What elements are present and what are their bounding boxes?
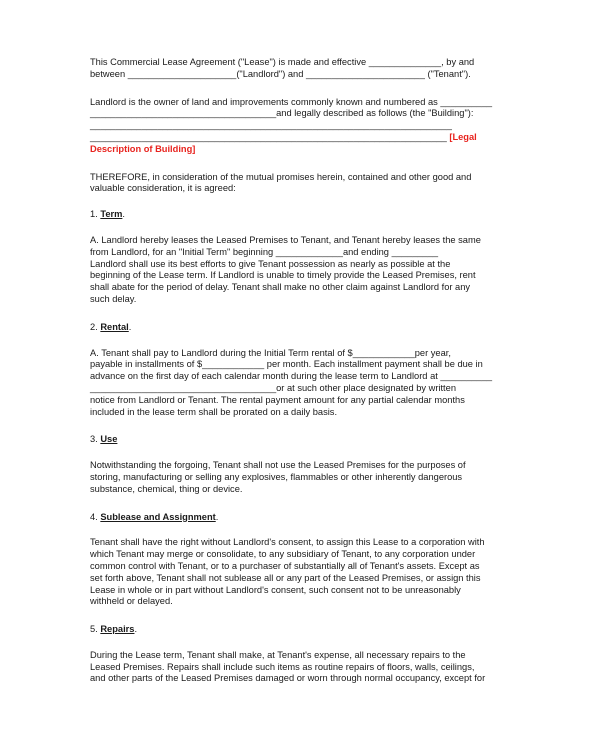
section-body-rental <box>90 348 510 419</box>
landlord-line-1: Landlord is the owner of land and improvements commonly known and numbered as __________ <box>90 96 493 107</box>
section-suffix: . <box>122 209 125 220</box>
section-line: substance, chemical, thing or device. <box>90 483 243 494</box>
section-heading-rental <box>90 322 510 334</box>
section-line: payable in installments of $____________ per month. Each installment payment shall be due in <box>90 359 483 370</box>
section-line: set forth above, Tenant shall not sublease all or any part of the Leased Premises, or assign this <box>90 572 481 583</box>
section-line: Notwithstanding the forgoing, Tenant shall not use the Leased Premises for the purposes of <box>90 460 466 471</box>
landlord-line-3: ______________________________________________________________________ <box>90 120 452 131</box>
legal-description-placeholder-2: Description of Building] <box>90 143 196 154</box>
section-line: Tenant shall have the right without Landlord's consent, to assign this Lease to a corporation with <box>90 537 485 548</box>
landlord-line-4 <box>90 132 510 144</box>
section-line: and other parts of the Leased Premises damaged or worn through normal occupancy, except for <box>90 673 486 684</box>
section-line: which Tenant may merge or consolidate, to any subsidiary of Tenant, to any corporation under <box>90 549 476 560</box>
section-line: common control with Tenant, or to a purchaser of substantially all of Tenant's assets. Except as <box>90 560 480 571</box>
section-body-use <box>90 460 510 495</box>
section-title: Repairs <box>100 624 135 635</box>
landlord-line-2: ____________________________________and legally described as follows (the "Building"): <box>90 108 474 119</box>
therefore-paragraph <box>90 172 510 196</box>
section-line: Landlord shall use its best efforts to give Tenant possession as nearly as possible at the <box>90 258 451 269</box>
section-line: Leased Premises. Repairs shall include such items as routine repairs of floors, walls, ceilings, <box>90 661 475 672</box>
section-number: 5. <box>90 624 101 635</box>
section-line: beginning of the Lease term. If Landlord is unable to timely provide the Leased Premises, rent <box>90 270 476 281</box>
section-line: included in the lease term shall be prorated on a daily basis. <box>90 406 338 417</box>
section-line: withheld or delayed. <box>90 596 173 607</box>
section-suffix: . <box>134 624 138 635</box>
landlord-paragraph <box>90 97 510 156</box>
section-line: from Landlord, for an "Initial Term" beginning _____________and ending _________ <box>90 246 439 257</box>
section-line: During the Lease term, Tenant shall make, at Tenant's expense, all necessary repairs to the <box>90 649 466 660</box>
section-suffix: . <box>215 511 219 522</box>
section-line: advance on the first day of each calendar month during the lease term to Landlord at __________ <box>90 371 493 382</box>
section-heading-sublease <box>90 512 510 524</box>
section-body-term <box>90 235 510 306</box>
intro-line-2: between _____________________("Landlord") and _______________________ ("Tenant"). <box>90 68 471 79</box>
legal-description-placeholder-1: [Legal <box>449 131 477 142</box>
therefore-line-2: valuable consideration, it is agreed: <box>90 183 236 194</box>
section-body-repairs <box>90 650 510 685</box>
section-title: Rental <box>100 321 129 332</box>
section-suffix: . <box>128 321 132 332</box>
section-number: 1. <box>90 209 101 220</box>
section-number: 4. <box>90 511 101 522</box>
section-title: Sublease and Assignment <box>100 511 216 522</box>
section-line: storing, manufacturing or selling any explosives, flammables or other inherently dangerous <box>90 471 463 482</box>
intro-line-1: This Commercial Lease Agreement ("Lease") is made and effective ______________, by and <box>90 57 475 67</box>
section-line: shall abate for the period of delay. Tenant shall make no other claim against Landlord for any <box>90 282 471 293</box>
therefore-line-1: THEREFORE, in consideration of the mutual promises herein, contained and other good and <box>90 171 472 182</box>
section-heading-repairs <box>90 624 510 636</box>
section-heading-term <box>90 209 510 221</box>
section-number: 2. <box>90 321 101 332</box>
section-line: Lease in whole or in part without Landlord's consent, such consent not to be unreasonably <box>90 584 461 595</box>
section-heading-use <box>90 434 510 446</box>
intro-paragraph <box>90 57 510 81</box>
section-title: Term <box>100 209 123 220</box>
section-line: A. Tenant shall pay to Landlord during the Initial Term rental of $____________per year, <box>90 347 451 358</box>
section-line: A. Landlord hereby leases the Leased Premises to Tenant, and Tenant hereby leases the same <box>90 234 481 245</box>
blank-line: _____________________________________________________________________ <box>90 131 450 142</box>
section-line: notice from Landlord or Tenant. The rental payment amount for any partial calendar months <box>90 394 465 405</box>
section-line: ____________________________________or at such other place designated by written <box>90 382 456 393</box>
section-title: Use <box>100 434 118 445</box>
section-body-sublease <box>90 537 510 608</box>
section-number: 3. <box>90 434 101 445</box>
section-line: such delay. <box>90 293 137 304</box>
